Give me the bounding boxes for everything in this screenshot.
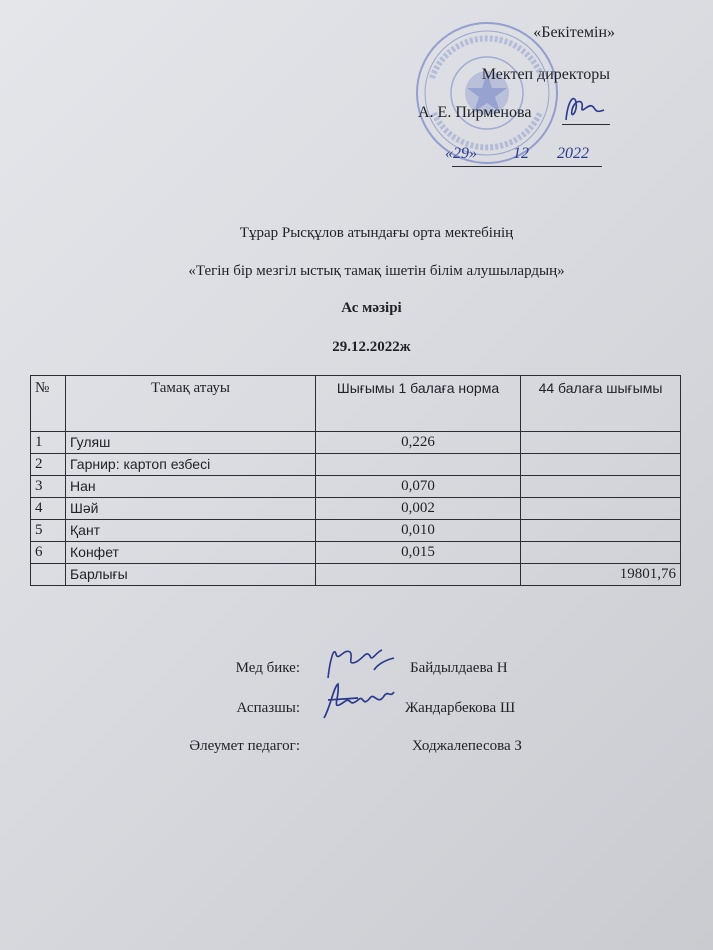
- row-dish-name: Қант: [66, 520, 316, 542]
- row-dish-name: Шәй: [66, 498, 316, 520]
- row-number: 4: [31, 498, 66, 520]
- table-row: [31, 432, 681, 454]
- row-total: [521, 476, 681, 498]
- row-number: 1: [31, 432, 66, 454]
- document-title: Ас мәзірі: [341, 300, 402, 316]
- table-row: [31, 520, 681, 542]
- signature-role-cook: Аспазшы:: [236, 700, 300, 716]
- row-total: [521, 520, 681, 542]
- table-row: [31, 476, 681, 498]
- footer-empty-cell: [31, 564, 66, 586]
- footer-empty-cell: [316, 564, 521, 586]
- row-dish-name: Гуляш: [66, 432, 316, 454]
- signature-name-nurse: Байдылдаева Н: [410, 660, 508, 676]
- row-norm: [316, 454, 521, 476]
- row-dish-name: Гарнир: картоп езбесі: [66, 454, 316, 476]
- footer-label: Барлығы: [66, 564, 316, 586]
- row-norm: 0,070: [316, 476, 521, 498]
- table-footer-row: [31, 564, 681, 586]
- row-number: 2: [31, 454, 66, 476]
- row-norm: 0,015: [316, 542, 521, 564]
- column-header-total: 44 балаға шығымы: [521, 376, 681, 432]
- menu-table: [30, 375, 681, 586]
- signature-line: [562, 124, 610, 125]
- row-total: [521, 432, 681, 454]
- row-number: 6: [31, 542, 66, 564]
- approval-date: «29» 12 2022: [445, 145, 589, 162]
- row-norm: 0,010: [316, 520, 521, 542]
- row-total: [521, 542, 681, 564]
- document-date: 29.12.2022ж: [332, 339, 411, 355]
- school-name: Тұрар Рысқұлов атындағы орта мектебінің: [239, 225, 514, 241]
- approval-year: 2022: [557, 145, 589, 162]
- row-number: 3: [31, 476, 66, 498]
- signature-name-social-pedagogue: Ходжалепесова З: [412, 738, 522, 754]
- date-underline: [452, 166, 602, 167]
- row-dish-name: Конфет: [66, 542, 316, 564]
- approval-day: 29: [453, 145, 469, 162]
- column-header-number: №: [31, 376, 66, 432]
- row-dish-name: Нан: [66, 476, 316, 498]
- cook-signature: [318, 678, 398, 724]
- approval-month: 12: [513, 145, 529, 162]
- approval-position: Мектеп директоры: [481, 66, 610, 83]
- row-total: [521, 454, 681, 476]
- document-subtitle: «Тегін бір мезгіл ыстық тамақ ішетін білім алушылардың»: [188, 263, 565, 279]
- table-row: [31, 454, 681, 476]
- row-norm: 0,002: [316, 498, 521, 520]
- footer-total: 19801,76: [521, 564, 681, 586]
- approval-director: А. Е. Пирменова: [418, 104, 532, 121]
- row-total: [521, 498, 681, 520]
- column-header-name: Тамақ атауы: [66, 376, 316, 432]
- signature-name-cook: Жандарбекова Ш: [405, 700, 516, 716]
- table-row: [31, 498, 681, 520]
- row-number: 5: [31, 520, 66, 542]
- signature-role-social-pedagogue: Әлеумет педагог:: [189, 738, 300, 754]
- nurse-signature: [320, 640, 400, 682]
- table-row: [31, 542, 681, 564]
- signature-role-nurse: Мед бике:: [235, 660, 300, 676]
- column-header-norm: Шығымы 1 балаға норма: [316, 376, 521, 432]
- table-header-row: [31, 376, 681, 432]
- approval-title: «Бекітемін»: [533, 24, 615, 41]
- row-norm: 0,226: [316, 432, 521, 454]
- director-signature: [560, 90, 610, 126]
